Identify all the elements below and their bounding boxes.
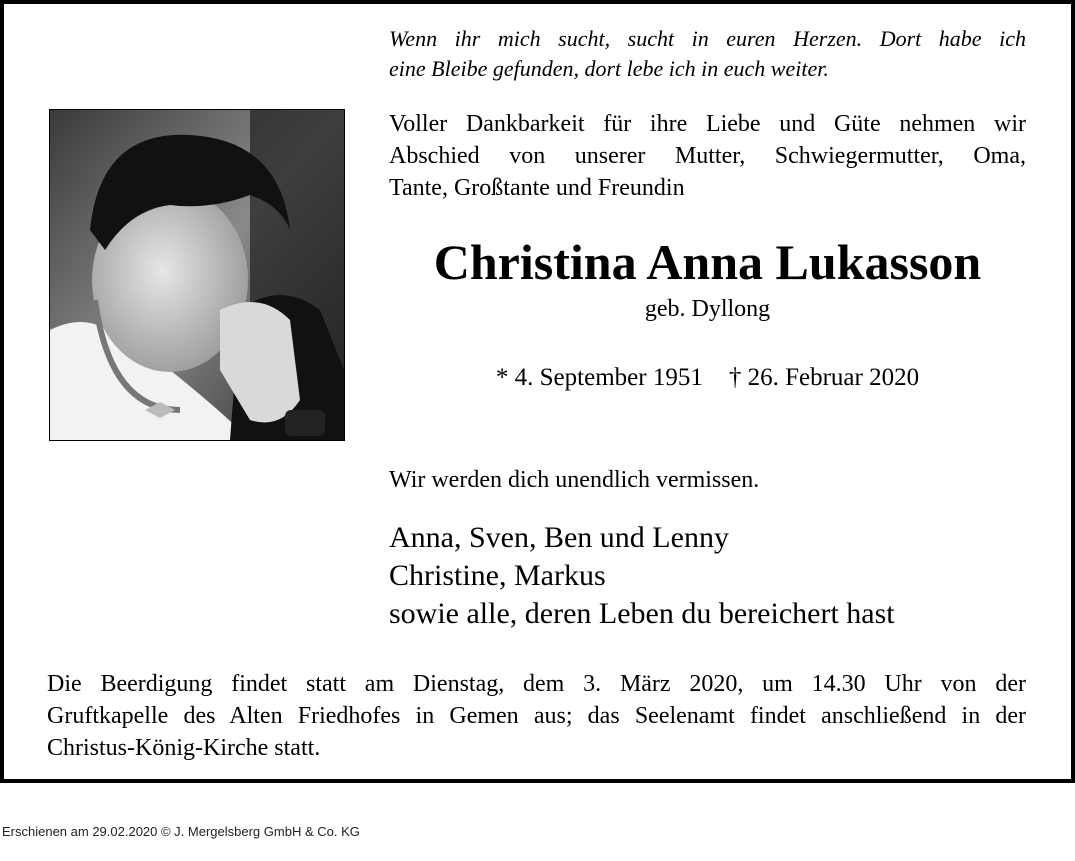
maiden-name: geb. Dyllong (644, 296, 771, 322)
intro-line: Tante, Großtante und Freundin (389, 175, 685, 201)
funeral-line: Gruftkapelle des Alten Friedhofes in Gemen aus; das Seelenamt findet anschließend in der (47, 703, 1026, 729)
family-line: Christine, Markus (389, 559, 606, 592)
death-date: † 26. Februar 2020 (728, 364, 920, 391)
birth-date: * 4. September 1951 (495, 364, 703, 391)
intro-line: Voller Dankbarkeit für ihre Liebe und Güte nehmen wir (389, 111, 1026, 137)
family-signature (389, 519, 1049, 633)
deceased-name: Christina Anna Lukasson (433, 234, 982, 290)
funeral-line: Christus-König-Kirche statt. (47, 735, 321, 761)
motto-line: Wenn ihr mich sucht, sucht in euren Herzen. Dort habe ich (389, 26, 1026, 51)
family-line: sowie alle, deren Leben du bereichert hast (389, 597, 895, 630)
funeral-line: Die Beerdigung findet statt am Dienstag, dem 3. März 2020, um 14.30 Uhr von der (47, 671, 1026, 697)
family-line: Anna, Sven, Ben und Lenny (389, 521, 729, 554)
motto-line: eine Bleibe gefunden, dort lebe ich in euch weiter. (389, 56, 829, 81)
intro-line: Abschied von unserer Mutter, Schwiegermutter, Oma, (389, 143, 1026, 169)
intro-text (389, 108, 1026, 204)
motto-verse (389, 24, 1026, 84)
miss-line: Wir werden dich unendlich vermissen. (389, 467, 760, 493)
portrait-photo (49, 109, 345, 441)
life-dates (389, 362, 1026, 394)
publication-credit: Erschienen am 29.02.2020 © J. Mergelsberg GmbH & Co. KG (2, 824, 360, 839)
funeral-details (47, 668, 1026, 764)
